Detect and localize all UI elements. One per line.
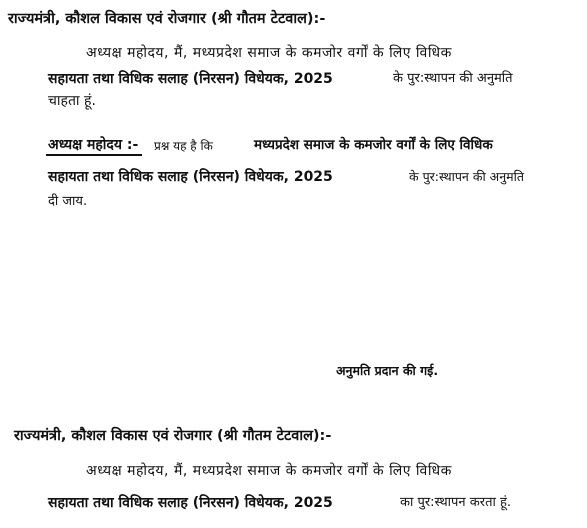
chair-statement-line-1: मध्यप्रदेश समाज के कमजोर वर्गों के लिए विधिक bbox=[254, 137, 493, 153]
minister-statement-line-1: अध्यक्ष महोदय, मैं, मध्यप्रदेश समाज के कमजोर वर्गों के लिए विधिक bbox=[86, 45, 452, 61]
chair-statement-line-2b: के पुर:स्थापन की अनुमति bbox=[409, 169, 524, 184]
chair-intro: प्रश्न यह है कि bbox=[154, 139, 213, 153]
minister-statement2-line-2b: का पुर:स्थापन करता हूं. bbox=[400, 495, 512, 510]
permission-granted-note: अनुमति प्रदान की गई. bbox=[336, 363, 439, 378]
speaker-heading-minister-2: राज्यमंत्री, कौशल विकास एवं रोजगार (श्री गौतम टेटवाल):- bbox=[14, 428, 332, 444]
speaker-heading-minister: राज्यमंत्री, कौशल विकास एवं रोजगार (श्री गौतम टेटवाल):- bbox=[8, 11, 326, 27]
minister-statement-line-2a: सहायता तथा विधिक सलाह (निरसन) विधेयक, 2025 bbox=[48, 71, 333, 87]
minister-statement-line-3: चाहता हूं. bbox=[48, 93, 96, 109]
chair-statement-line-3: दी जाय. bbox=[48, 194, 88, 209]
speaker-heading-chair: अध्यक्ष महोदय :- bbox=[48, 137, 139, 153]
minister-statement2-line-2a: सहायता तथा विधिक सलाह (निरसन) विधेयक, 2025 bbox=[48, 495, 333, 511]
minister-statement2-line-1: अध्यक्ष महोदय, मैं, मध्यप्रदेश समाज के कमजोर वर्गों के लिए विधिक bbox=[86, 463, 452, 479]
speaker-heading-underline bbox=[46, 154, 142, 156]
chair-statement-line-2a: सहायता तथा विधिक सलाह (निरसन) विधेयक, 2025 bbox=[48, 169, 333, 185]
minister-statement-line-2b: के पुर:स्थापन की अनुमति bbox=[393, 71, 513, 86]
